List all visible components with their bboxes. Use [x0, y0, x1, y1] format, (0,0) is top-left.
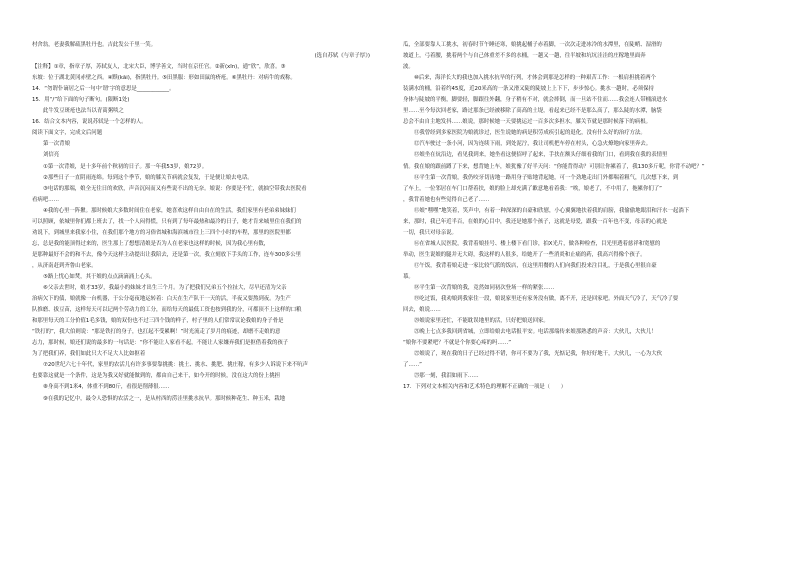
text-line: 忘，总是我的能顶得过来的，医生那上了想想清娘是否为人在老家也这样的时候，因为我心里有数， — [32, 240, 270, 247]
text-line: 和那里每天的工分价值1毛多钱，娘的双份也不过三四个钱的样子，村子里的人们常常议论我娘的身子骨是 — [32, 318, 284, 325]
text-line: “娘你不要紧吧？不就是个你要心疼的吗……” — [403, 340, 512, 347]
text-line: 14．“勿谓仆谪居之后一句中‘谓’字的意思是____________。 — [32, 86, 175, 93]
text-line: 刘信亮 — [43, 152, 60, 159]
text-line: ⑳娘说家里还忙，不能耽误地里的活，只好把娘送回家。 — [414, 318, 549, 325]
text-line: ②那些日子一直阴雨连绵。每到这个季节，娘的膝关节病就会复发，于是便让娘去电话。 — [43, 174, 253, 181]
text-line: 瓜，全部要靠人工挑水，初春时节午睡还寒，娘挑起桶子赤着脚，一次次走进冰冷的水潭里，在陡峭、湿滑的 — [403, 42, 662, 48]
text-line: ，从济南赶到齐鲁山老家。 — [32, 262, 97, 269]
text-line: 此牛发豆斑疮也法当以青蒿粥啖之 — [43, 108, 124, 115]
text-line: ㉓那一刻，我泪如雨下…… — [414, 373, 479, 380]
text-line: 回去，娘说…… — [403, 307, 441, 314]
text-line: ⑲吃过饭，我劝娘到我家住一段，娘说家里还有家务没有做，离不开，还是回家吧。外面天气冷了，天气冷了要 — [414, 296, 679, 303]
text-line: 16．结合文本内容，说说苏轼是一个怎样的人。 — [32, 119, 147, 126]
text-line: 情。我在娘的跟前蹲了下来，想背她上车，娘犹豫了好半天问：“你能背得动？可别让你累着了，我130多斤呢，你背不动吧？” — [403, 163, 705, 170]
text-line: 波。 — [403, 64, 414, 71]
text-line: 看病吧…… — [32, 196, 59, 203]
text-line: ㉑晚上七点多我回到省城，立即给娘去电话报平安。电话那端传来娘那熟悉的声音：大伙儿，大伙儿！ — [414, 329, 657, 336]
text-line: 志力，那时候，娘还们说的最多的一句话是：“你不能让人家看不起，不能让人家嫌弃我们是抠借着我的孩子 — [32, 340, 289, 347]
text-line: 坡道上，弓着腰，挑着两个与自己体重差不多的水桶，一趟又一趟，往半坡和坑坑洼洼的庄稼地里面奔 — [403, 53, 646, 60]
text-line: ⑩后来，海洋长大的我也加入挑水抗旱的行列，才体会到那是怎样的一种艰苦工作：一根肩担挑着两个 — [414, 75, 657, 82]
text-line: 也要靠这就是一个条件，这是为我又好就能做到的，都由自己来干，如今开的时候，没在这大的份上挑担 — [32, 373, 280, 380]
text-line: 阅读下面文字，完成文后问题 — [32, 130, 103, 137]
text-line: 了车上，一位邻居在车门口帮着扶，娘的脸上却充满了歉意地看着我：“唉，娘老了，不中用了，拖累你们了” — [403, 185, 662, 192]
text-line: ⑨在我的记忆中，最令人恐惧的农活之一，是从村西的涝洼里挑水抗旱。那时候种花生、种玉米，栽地 — [43, 395, 286, 402]
text-line: ⑮娘“嘿嘿”地笑着，笑声中，有着一种深深的自豪和欣慰，小心翼翼地扶着我的肩膀，我偷偷地眼泪和汗水一起淌下 — [414, 207, 690, 214]
text-line: ⑬娘坐在炕沿边，看见我到来，她坐看这便招呼了起来，手扶在额头仔细看我的门口，看到我在我的表情里 — [414, 152, 668, 159]
text-line: 总会不由自主地发抖……娘说，那时候她一天要挑运过一百多次多担水，膝关节就是那时候落下的病根。 — [403, 119, 651, 126]
text-line: (选自苏轼《与章子厚》) — [314, 53, 370, 60]
text-line: 治病欠下的债，娘就像一台机器，于公分毫夜地运转着：白天在生产队干一天的活，半夜又要熬到夜。为生产 — [32, 296, 291, 303]
text-line: ④我的心里一阵揪。那时候娘大多数时间住在老家，她喜欢这样自由自在的生活，我们家里有老弟弟妹妹们 — [43, 207, 296, 214]
text-line: ③电话的那端，娘全无往日的欢欣，声音沉闷而又有些说不出的无奈。娘说：你要是不忙，就抽空带我去医院看 — [43, 185, 307, 192]
text-line: 举动，医生说娘的腿并无大碍，我这样的人很多，给她开了一些消炎和止痛的药，我高兴得像个孩子。 — [403, 251, 646, 258]
text-line: ㉒娘说了，现在我的日子已经过得不错，你可不要为了我，光惦记我，你好好地干，大伙儿，一心为大伙 — [414, 351, 662, 358]
text-line: 东坡：位于湖北黄冈赤壁之西。④黩(kāi)，指黑牡丹。⑤田黑服：形如田鼠的疥疮。⑥黑牡丹：对病牛的戏称。 — [32, 75, 296, 82]
text-line: 劝说下，到城里来我家小住，在我们那个地方的习俗省城和海滨城市往上三四个小时的车程，那里的医院里都 — [32, 229, 291, 236]
text-line: 村舍翁，老妻我解疏黑牡丹也。吉此发公千里一笑。 — [32, 42, 156, 48]
text-line: 17．下列对文本相关内容和艺术特色的理解不正确的一项是（ ） — [403, 384, 567, 391]
text-line: ⑥父亲去世时，娘才33岁，我最小的妹妹才出生三个月。为了把我们兄弟五个拉扯大，尽早还清为父亲 — [43, 285, 287, 292]
text-line: ⑱平生第一次背娘的我，竟然如同初次登场一样的紧张…… — [414, 285, 555, 292]
text-line: 队推磨、拔豆苗，这样每天可以记两个劳动力的工分，而给每天的最低工资也按到我的分，可都顶不上这样的口粮 — [32, 307, 302, 314]
text-line: ⑪我曾经到多家医院为娘就诊过，医生说她的病是积劳成疾引起的退化，没有什么好的治疗方法。 — [414, 130, 646, 137]
text-line: 装满水的桶，沿着约45度，近20米高的一条又滑又陡的陡坡上上下下，步步惊心。挑水一趟时，必须保持 — [403, 86, 654, 93]
text-line: ⑰午饭，我背着娘走进一家比较气派的饭店，在这里用餐的人们向我们投来注目礼，于是我心里很自豪 — [414, 262, 657, 269]
text-line: ⑭平生第一次背娘，我仍咬牙切齿地一路用身子贴地背起她，可一个劲地走出门外都喘着粗气，几次想下来，到 — [414, 174, 679, 181]
text-line: 身体与陡坡的平衡，脚要轻，脚跟往外翻，身子稍有不对，就会摔倒，而一旦站不住而……我会连人带桶滚进水 — [403, 97, 668, 104]
text-line: 为了把我们养，我们如此只大不足大人比如抠着 — [32, 351, 146, 358]
text-line: 了……” — [403, 362, 422, 369]
text-line: ⑧身高不到1米4，体重不到80斤，看很是削薄很…… — [43, 384, 170, 391]
right-column — [403, 40, 755, 394]
text-line: ①第一次背娘，是十多年前个秋初的日子。那一年我53岁，娘72岁。 — [43, 163, 208, 170]
text-line: 【注释】①章，指章子厚，苏轼友人，北宋大臣，博学善文，当时在京任官。②新(xīn)，通“欣”，欣喜。③ — [32, 64, 286, 71]
text-line: 慕。 — [403, 273, 414, 280]
text-line: 里……至今每次回老家，路过那条已经被移除了高高的土堤，看起来已经不是那么高了，那么陡的水潭，脑袋 — [403, 108, 662, 115]
text-line: ⑯在省城人民医院，我背着娘挂号、楼上楼下看门诊，拍X光片，做各种检查，目光里透着慈祥和宽慰的 — [414, 240, 661, 247]
text-line: ⑫汽车驶过一条小河，因为连续下雨，到处泥泞，我让司机把车停在村头，心急火燎地向家里奔去。 — [414, 141, 652, 148]
text-line: 来，那时，我已年近半百，在娘的心目中，我还是她那个孩子，这就是母爱，跟我一百年也不变，母亲的心就是 — [403, 218, 668, 225]
left-column — [32, 40, 384, 405]
text-line: 第一次背娘 — [43, 141, 70, 148]
text-line: 可以照顾，依城里你们都上班去了，找一个人闷得慌，只有到了每年最热和最冷的日子，她才肯来城里住在我们的 — [32, 218, 302, 225]
text-line: ⑤路上忧心如焚，其于娘的点点滴滴涌上心头。 — [43, 273, 156, 280]
text-line: ，我背着她也有些觉得自己老了…… — [403, 196, 490, 203]
text-line: “铁打的”，我大伯则说：“那是铁打的身子，也扛起不受累啊！”时光流走了岁月的痕迹，却磨不走娘的意 — [32, 329, 281, 336]
text-line: 一切，我只对母亲说。 — [403, 229, 457, 236]
text-line: 15．用“/”给下面的句子断句。(限断1处) — [32, 97, 130, 104]
text-line: 是那种最好不会的和不去，像今天这样主动提出让我陪去，还是第一次，我立刻放下手头的工作，连车300多公里 — [32, 251, 302, 258]
text-line: ⑦20世纪六七十年代，家里的农活儿有许多事要靠挑挑：挑土、挑水、挑肥、挑庄稼，有多少人诉说下来不吭声 — [43, 362, 309, 369]
